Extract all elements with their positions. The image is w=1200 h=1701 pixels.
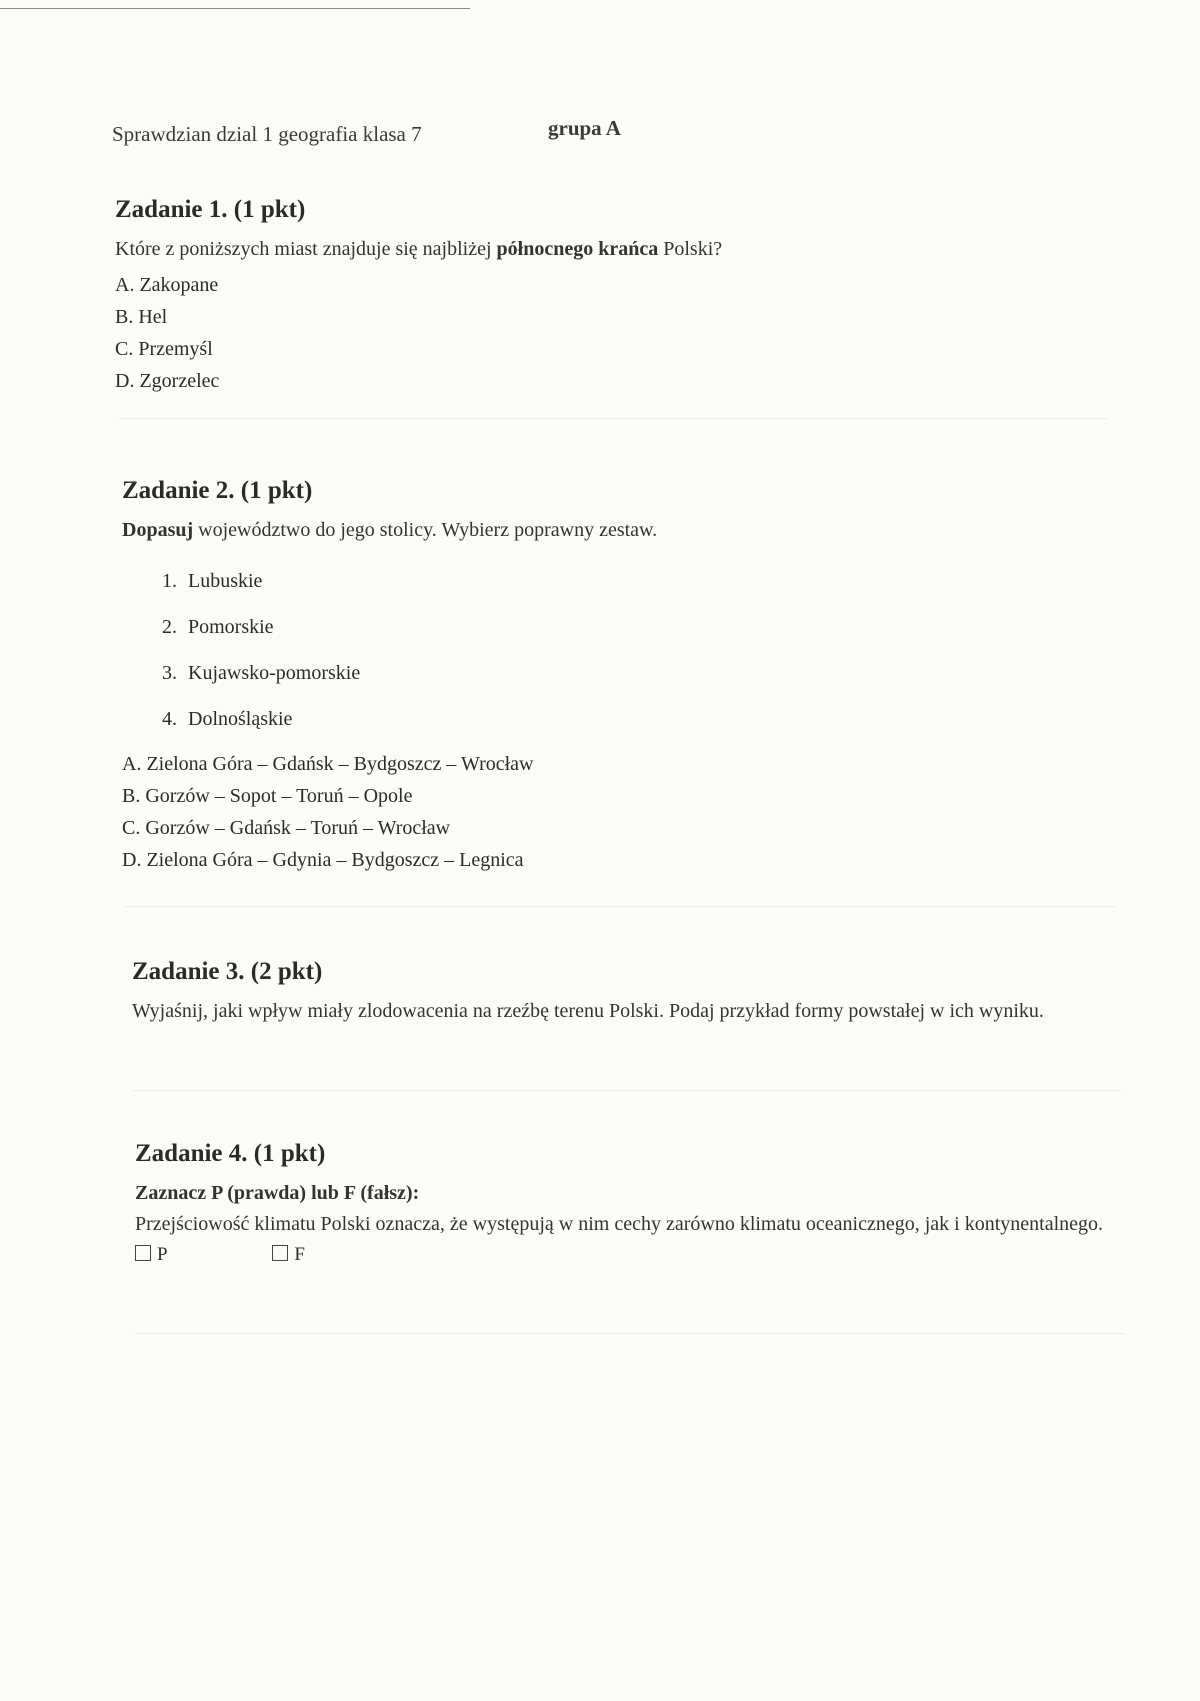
item-label: Lubuskie [188, 570, 263, 592]
task-2-option-a[interactable]: A. Zielona Góra – Gdańsk – Bydgoszcz – Wrocław [122, 753, 534, 775]
task-1-option-c[interactable]: C. Przemyśl [115, 338, 213, 360]
task-2 [122, 477, 1082, 876]
group-label: grupa A [548, 116, 621, 140]
item-number: 2. [162, 616, 177, 638]
voivodeship-item [162, 604, 1082, 650]
item-label: Pomorskie [188, 616, 274, 638]
task-1-option-d[interactable]: D. Zgorzelec [115, 370, 220, 392]
task-2-instruction-rest: województwo do jego stolicy. Wybierz poprawny zestaw. [193, 519, 658, 541]
voivodeship-item [162, 696, 1082, 742]
item-label: Kujawsko-pomorskie [188, 662, 361, 684]
task-1 [115, 196, 1075, 397]
task-3 [132, 958, 1112, 1027]
checkbox-icon[interactable] [272, 1245, 288, 1261]
choice-false[interactable] [272, 1244, 305, 1266]
task-2-instruction [122, 515, 1082, 546]
choice-true-label: P [157, 1244, 168, 1265]
separator [125, 906, 1115, 907]
task-2-option-c[interactable]: C. Gorzów – Gdańsk – Toruń – Wrocław [122, 817, 451, 839]
task-3-title: Zadanie 3. (2 pkt) [132, 958, 323, 985]
task-1-option-b[interactable]: B. Hel [115, 306, 168, 328]
voivodeship-item [162, 558, 1082, 604]
task-2-option-b[interactable]: B. Gorzów – Sopot – Toruń – Opole [122, 785, 413, 807]
task-4 [135, 1140, 1115, 1266]
scan-edge-line [0, 8, 470, 9]
task-2-voivodeships [122, 558, 1082, 742]
task-1-options [115, 269, 1075, 397]
task-2-instruction-bold: Dopasuj [122, 519, 194, 541]
task-1-question-pre: Które z poniższych miast znajduje się najbliżej [115, 238, 497, 260]
task-1-title: Zadanie 1. (1 pkt) [115, 196, 306, 223]
worksheet-title: Sprawdzian dzial 1 geografia klasa 7 [112, 122, 422, 146]
task-1-question [115, 234, 1075, 265]
task-2-option-d[interactable]: D. Zielona Góra – Gdynia – Bydgoszcz – Legnica [122, 849, 524, 871]
task-1-question-bold: północnego krańca [496, 238, 659, 260]
separator [135, 1333, 1125, 1334]
task-2-title: Zadanie 2. (1 pkt) [122, 477, 313, 504]
task-1-question-post: Polski? [658, 238, 723, 260]
worksheet-header [112, 116, 621, 147]
task-3-question: Wyjaśnij, jaki wpływ miały zlodowacenia na rzeźbę terenu Polski. Podaj przykład formy powstałej w ich wyniku. [132, 1000, 1044, 1022]
task-4-choices [135, 1244, 1115, 1266]
choice-false-label: F [294, 1244, 305, 1265]
task-4-instruction: Zaznacz P (prawda) lub F (fałsz): [135, 1182, 420, 1204]
item-number: 1. [162, 570, 177, 592]
task-4-title: Zadanie 4. (1 pkt) [135, 1140, 326, 1167]
item-number: 3. [162, 662, 177, 684]
separator [132, 1090, 1122, 1091]
item-label: Dolnośląskie [188, 708, 293, 730]
voivodeship-item [162, 650, 1082, 696]
task-1-option-a[interactable]: A. Zakopane [115, 274, 219, 296]
item-number: 4. [162, 708, 177, 730]
separator [118, 418, 1108, 419]
checkbox-icon[interactable] [135, 1245, 151, 1261]
choice-true[interactable] [135, 1244, 168, 1266]
task-4-statement: Przejściowość klimatu Polski oznacza, że występują w nim cechy zarówno klimatu oceanicznego, jak i kontynentalnego. [135, 1213, 1104, 1235]
task-2-options [122, 748, 1082, 876]
